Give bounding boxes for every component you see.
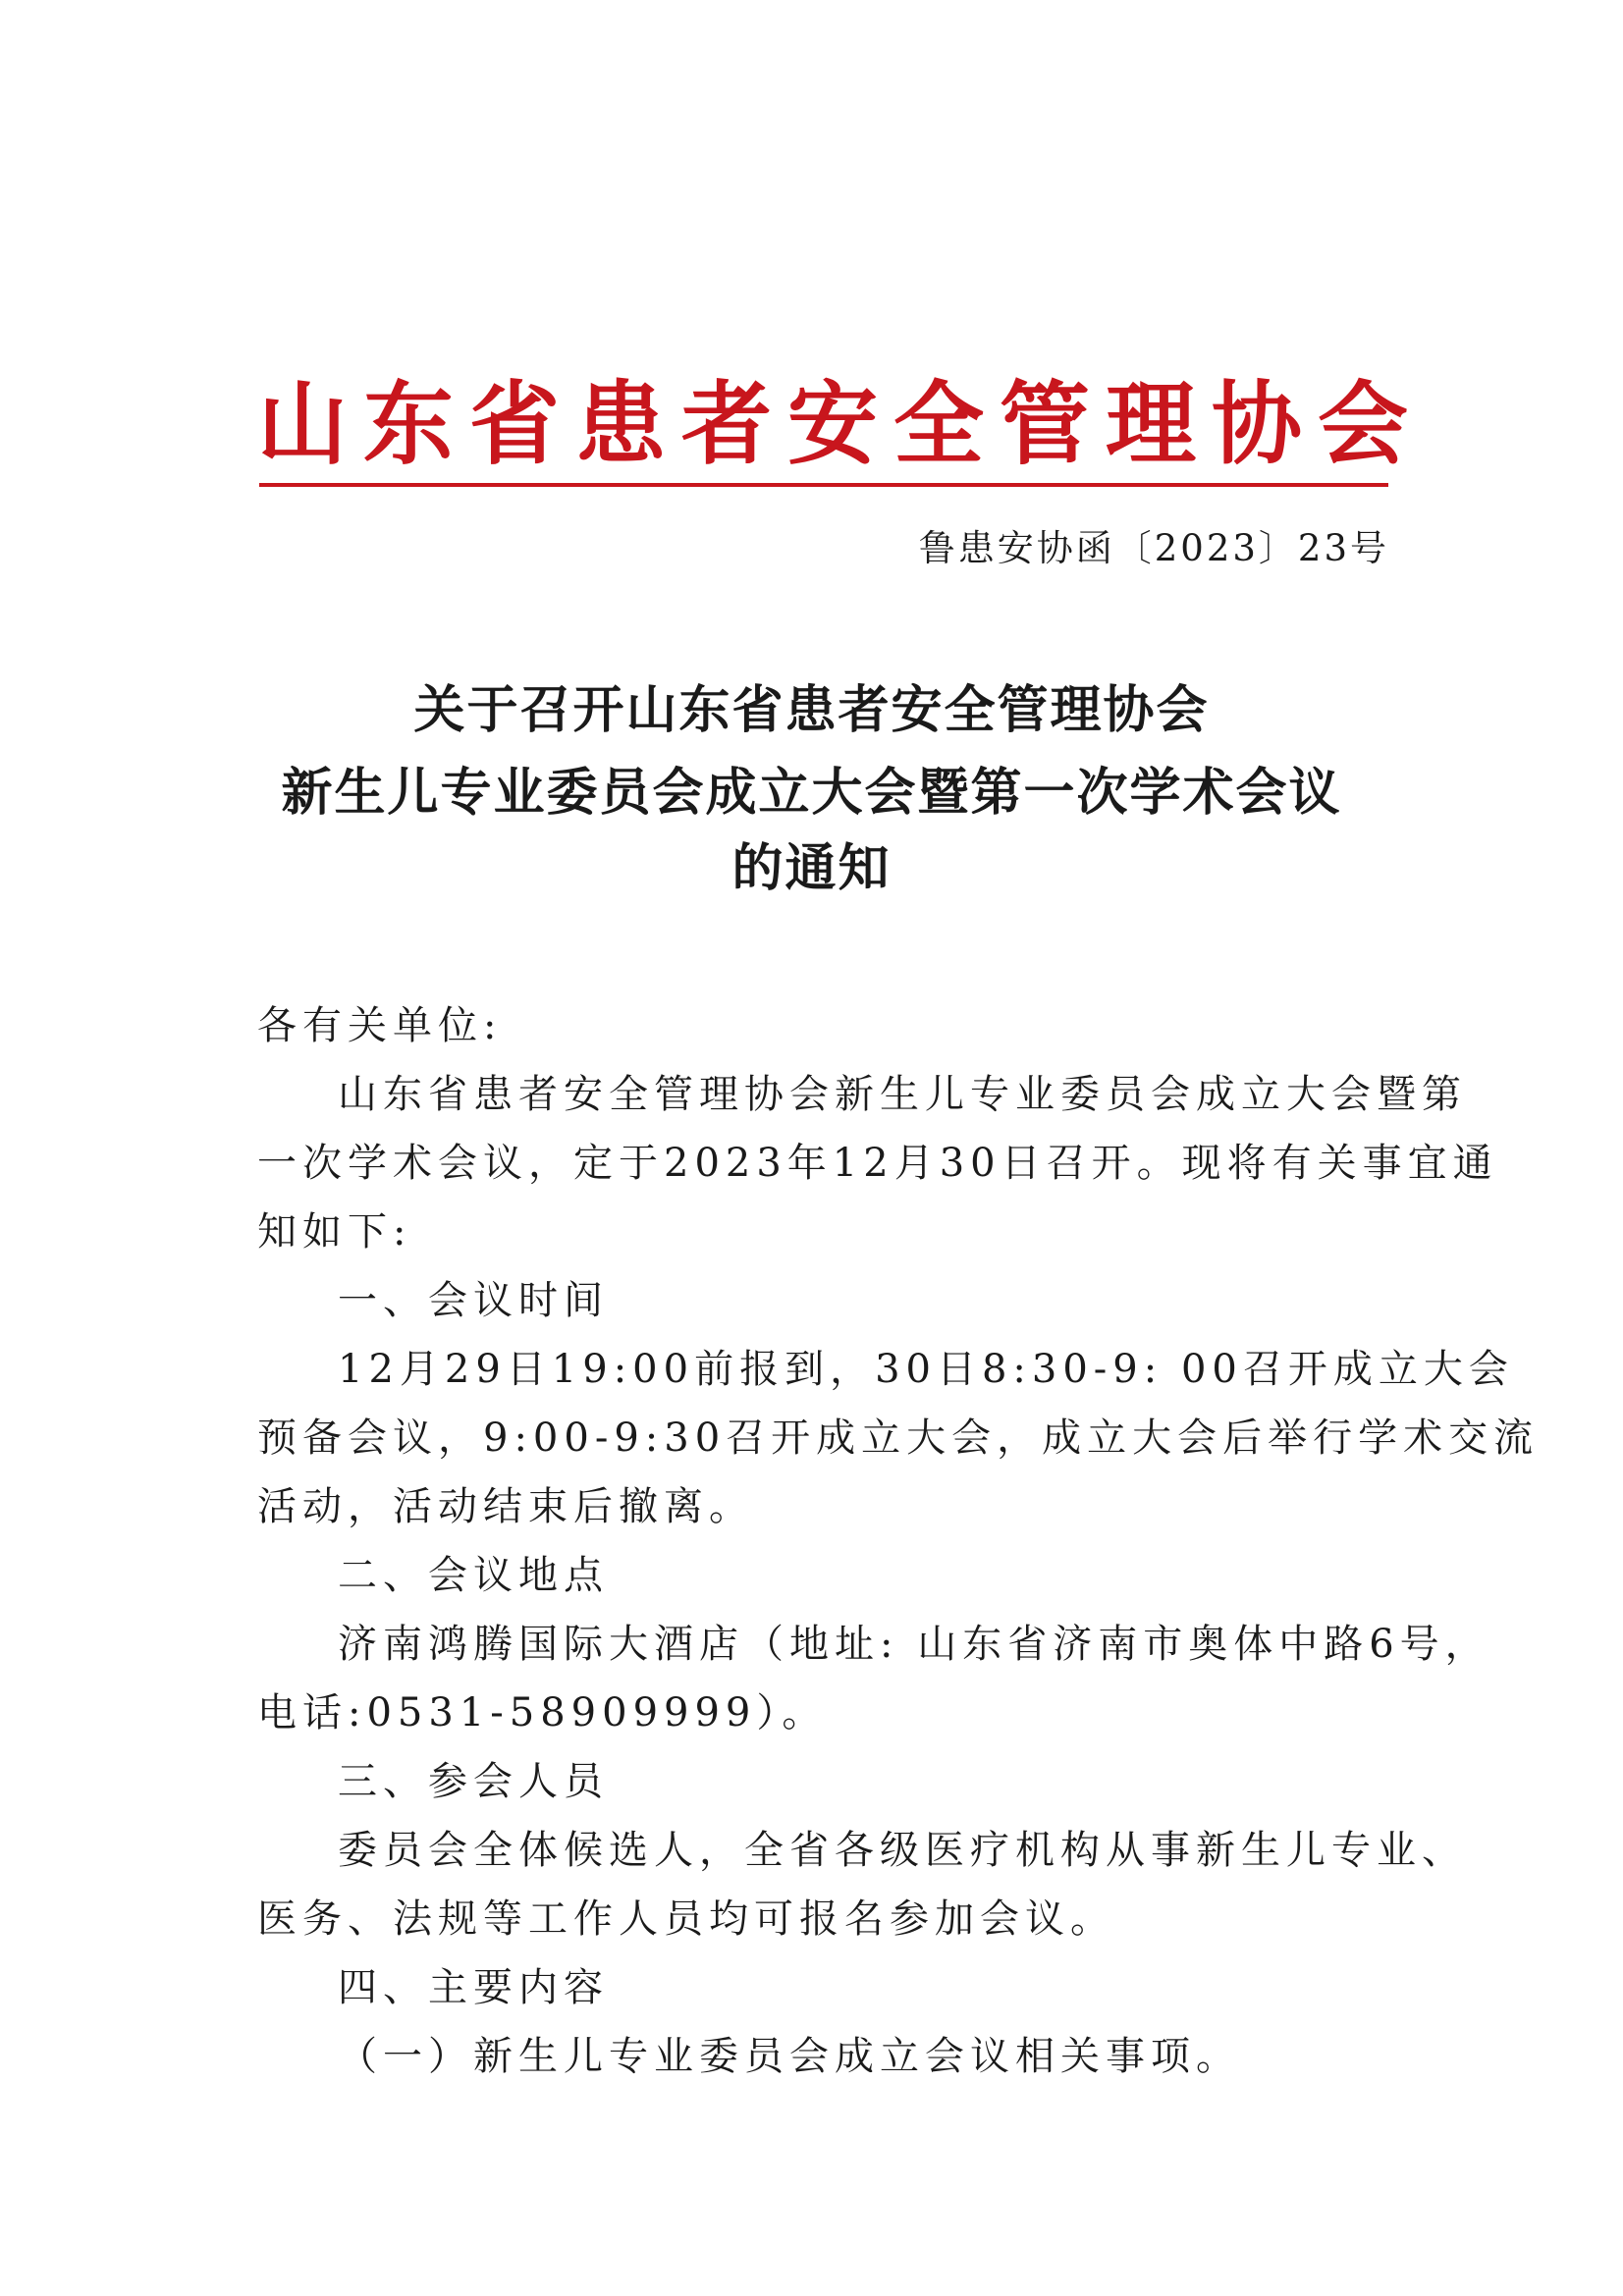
section-3-line-2: 医务、法规等工作人员均可报名参加会议。 <box>257 1896 1115 1942</box>
section-4-item-1: （一）新生儿专业委员会成立会议相关事项。 <box>338 2034 1241 2079</box>
notice-title-line-3: 的通知 <box>731 839 892 898</box>
section-1-line-2: 预备会议，9:00-9:30召开成立大会，成立大会后举行学术交流 <box>257 1415 1540 1461</box>
intro-line-2: 一次学术会议，定于2023年12月30日召开。现将有关事宜通 <box>257 1141 1498 1186</box>
section-1-line-3: 活动，活动结束后撤离。 <box>257 1484 754 1529</box>
section-3-heading: 三、参会人员 <box>338 1759 609 1804</box>
section-3-line-1: 委员会全体候选人，全省各级医疗机构从事新生儿专业、 <box>338 1828 1467 1873</box>
section-2-line-1: 济南鸿腾国际大酒店（地址: 山东省济南市奥体中路6号， <box>338 1622 1490 1667</box>
intro-line-1: 山东省患者安全管理协会新生儿专业委员会成立大会暨第 <box>338 1072 1467 1117</box>
notice-title-line-2: 新生儿专业委员会成立大会暨第一次学术会议 <box>281 764 1342 823</box>
intro-line-3: 知如下: <box>257 1209 412 1255</box>
section-1-heading: 一、会议时间 <box>338 1278 609 1323</box>
letterhead-organization-name: 山东省患者安全管理协会 <box>257 371 1425 477</box>
section-4-heading: 四、主要内容 <box>338 1965 609 2010</box>
notice-title-line-1: 关于召开山东省患者安全管理协会 <box>413 681 1210 740</box>
salutation: 各有关单位: <box>257 1003 503 1048</box>
section-2-heading: 二、会议地点 <box>338 1553 609 1598</box>
document-number: 鲁患安协函〔2023〕23号 <box>918 527 1389 569</box>
section-2-line-2: 电话:0531-58909999）。 <box>257 1690 828 1735</box>
letterhead-red-rule <box>259 483 1388 487</box>
section-1-line-1: 12月29日19:00前报到，30日8:30-9: 00召开成立大会 <box>338 1347 1514 1392</box>
